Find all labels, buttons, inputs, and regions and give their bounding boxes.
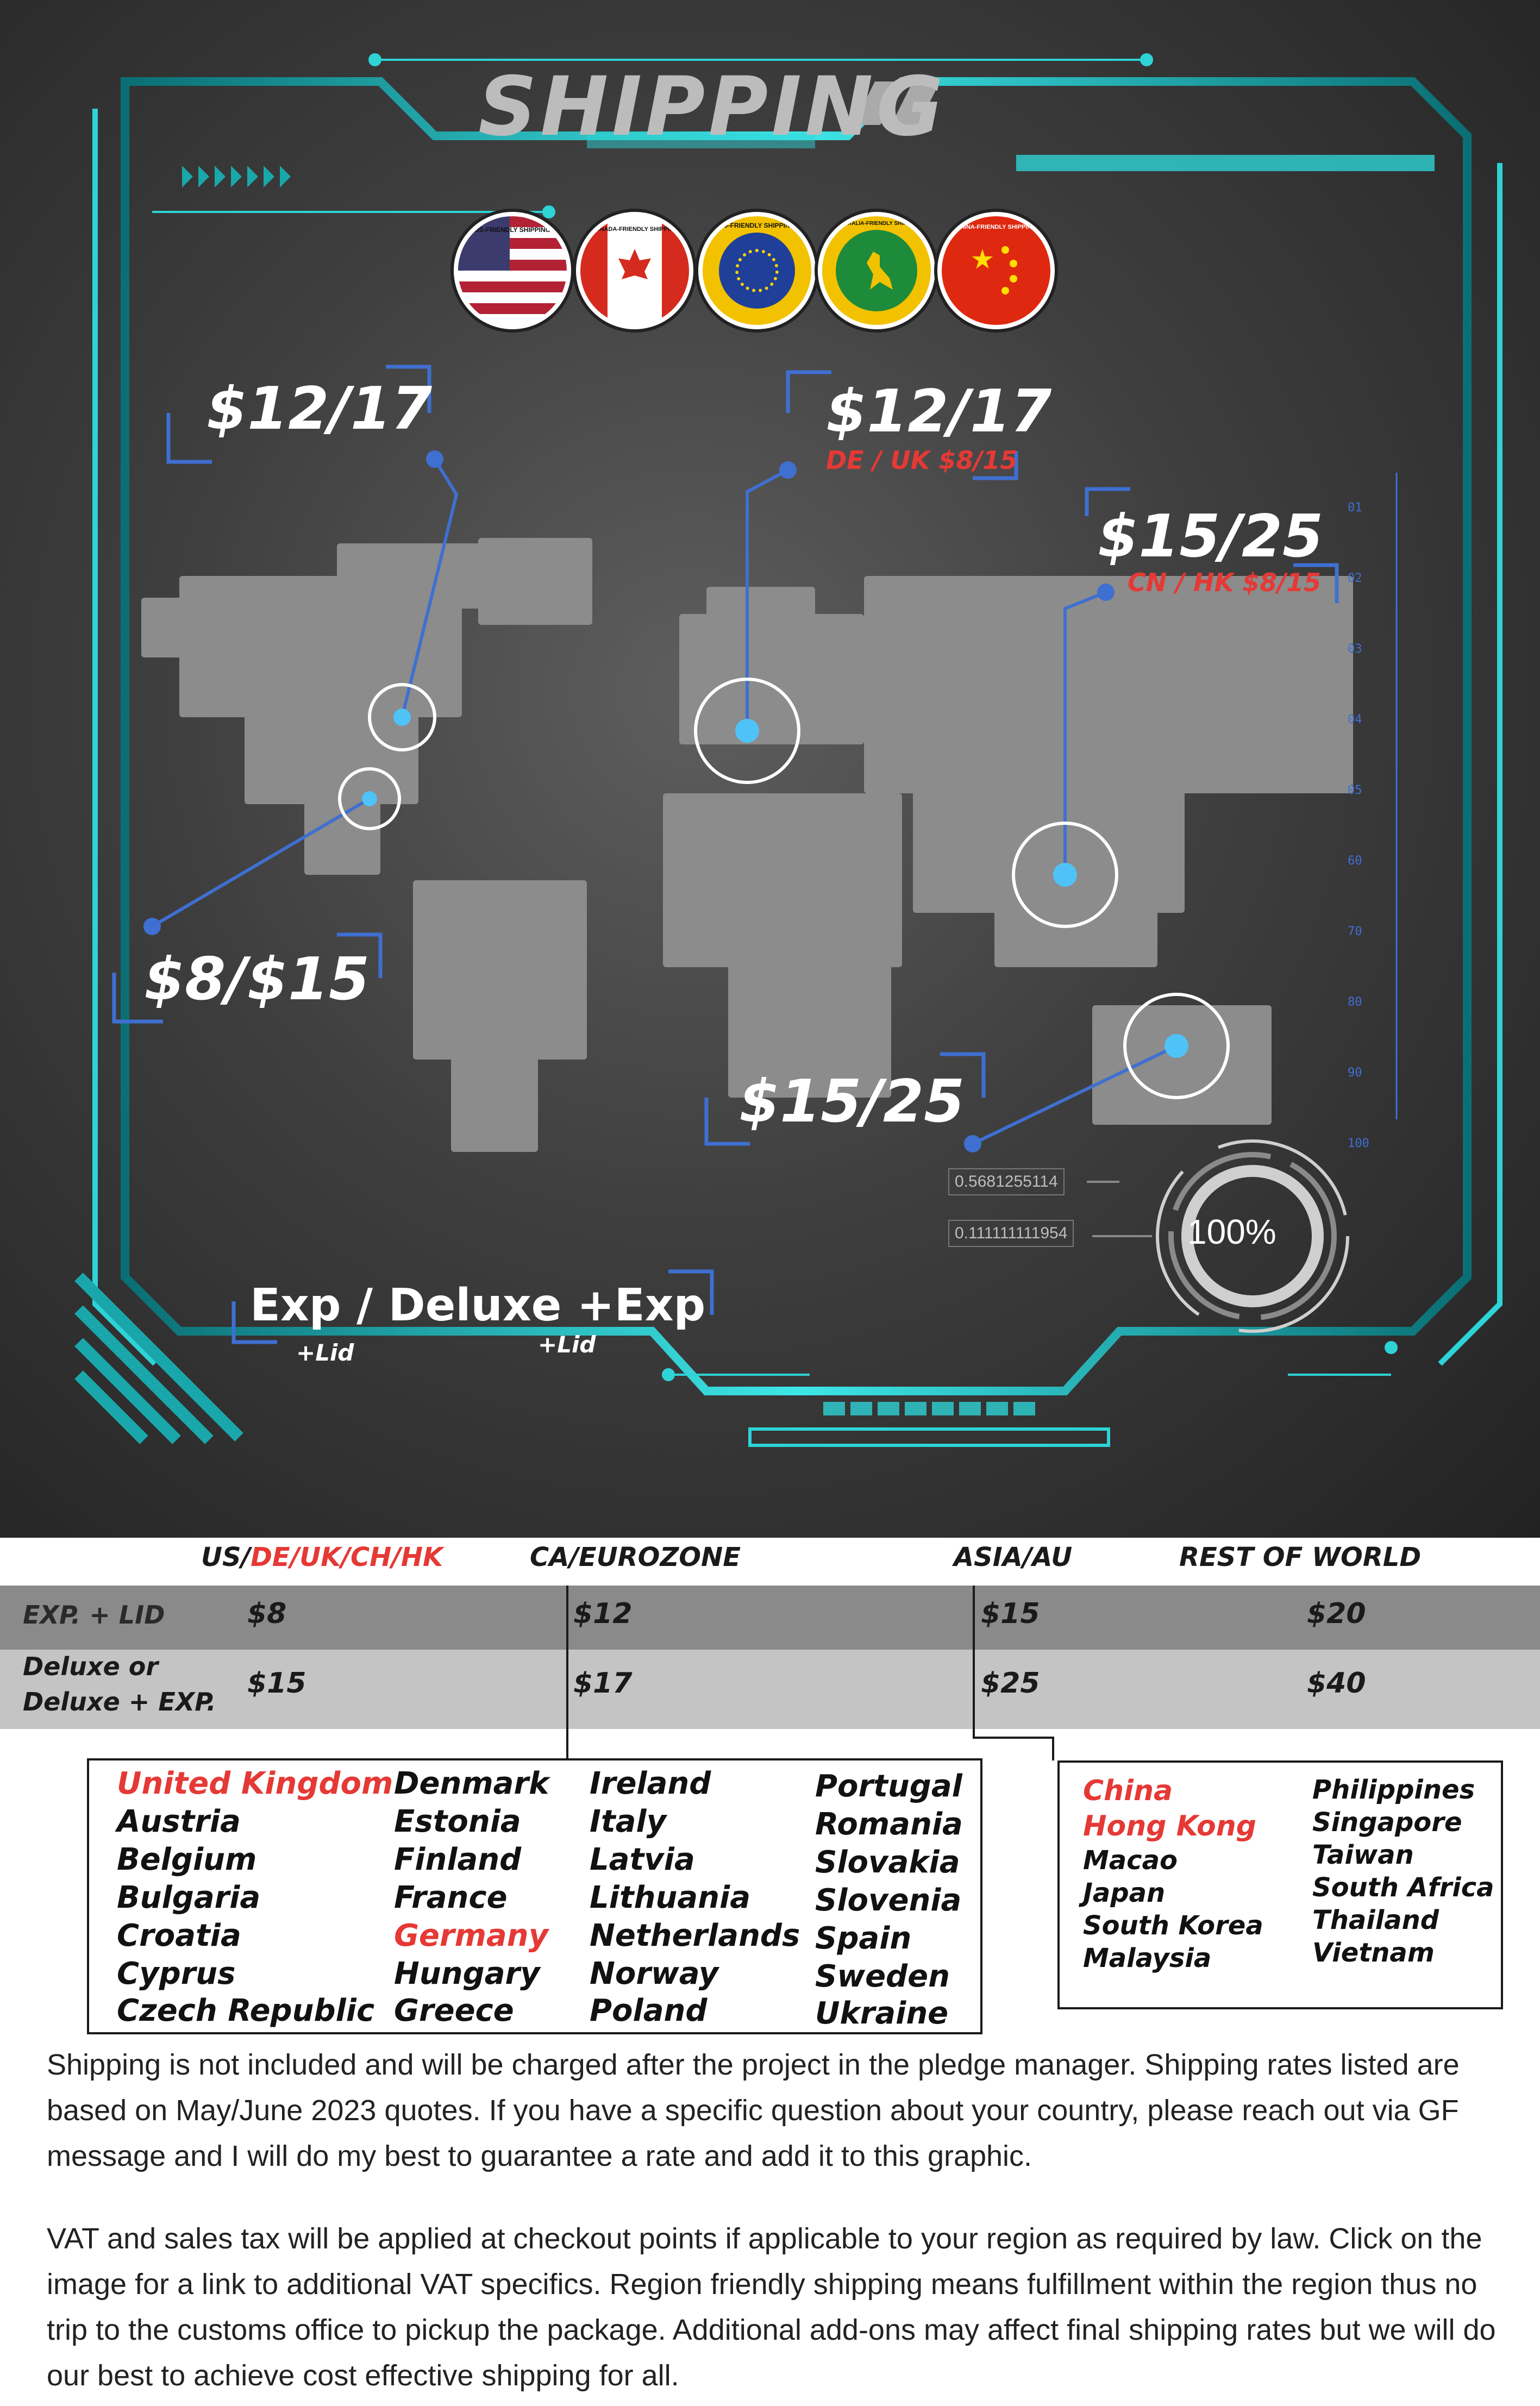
country-item: Italy — [590, 1804, 667, 1839]
header-us-prefix: US/ — [201, 1542, 251, 1572]
lid-label-2: +Lid — [538, 1331, 596, 1358]
eu-flag-icon — [698, 212, 816, 329]
us-flag-icon — [454, 212, 571, 329]
country-item: Lithuania — [590, 1880, 751, 1915]
country-item: Ukraine — [815, 1996, 949, 2031]
row2-label-1: Deluxe or — [23, 1652, 159, 1681]
country-item: Netherlands — [590, 1918, 800, 1953]
country-item: Malaysia — [1083, 1943, 1212, 1973]
country-item: Hong Kong — [1083, 1810, 1257, 1843]
country-item: Estonia — [394, 1804, 521, 1839]
vat-note: VAT and sales tax will be applied at checkout points if applicable to your region as required by law. Click on the image for a link to additional VAT specifics. Region friendly shipping means fulfillment within the region thus no trip to the customs office to pickup the package. Additional add-ons may affect final shipping rates but we will do our best to achieve cost effective shipping for all. — [47, 2222, 1496, 2392]
country-item: Thailand — [1312, 1905, 1439, 1935]
scale-tick: 90 — [1348, 1066, 1362, 1080]
row1-rest: $20 — [1307, 1597, 1366, 1630]
flag-label: US-FRIENDLY SHIPPING — [474, 226, 551, 234]
price-north-america: $12/17 — [206, 375, 433, 443]
row1-label: EXP. + LID — [23, 1600, 165, 1630]
row1-us: $8 — [247, 1597, 287, 1630]
price-asia: $15/25 — [1098, 503, 1324, 571]
page-title: SHIPPING — [478, 60, 947, 154]
country-item: Poland — [590, 1993, 708, 2028]
country-item: Romania — [815, 1807, 963, 1842]
country-item: Singapore — [1312, 1807, 1462, 1838]
row2-asia: $25 — [981, 1667, 1040, 1700]
lid-label-1: +Lid — [296, 1339, 354, 1366]
header-ca: CA/EUROZONE — [530, 1542, 741, 1572]
header-rest: REST OF WORLD — [1179, 1542, 1422, 1572]
divider — [1052, 1737, 1054, 1760]
country-item: Vietnam — [1312, 1938, 1435, 1968]
divider — [973, 1586, 975, 1739]
kangaroo-icon — [818, 212, 935, 329]
row2-rest: $40 — [1307, 1667, 1366, 1700]
country-item: Sweden — [815, 1959, 950, 1994]
country-item: Ireland — [590, 1766, 711, 1801]
country-item: Spain — [815, 1921, 912, 1956]
scale-tick: 02 — [1348, 572, 1362, 585]
row2-label-2: Deluxe + EXP. — [23, 1687, 216, 1716]
flag-label: EU-FRIENDLY SHIPPING — [718, 222, 796, 229]
country-item: Latvia — [590, 1842, 695, 1877]
country-item: Japan — [1083, 1878, 1166, 1908]
country-item: Croatia — [117, 1918, 241, 1953]
country-item: China — [1083, 1775, 1173, 1807]
country-item: France — [394, 1880, 508, 1915]
header-asia: ASIA/AU — [954, 1542, 1073, 1572]
divider — [566, 1586, 568, 1760]
divider — [973, 1737, 1054, 1739]
price-australia: $15/25 — [739, 1068, 965, 1136]
country-item: Philippines — [1312, 1775, 1475, 1805]
scale-tick: 05 — [1348, 784, 1362, 797]
header-us-red: DE/UK/CH/HK — [251, 1542, 443, 1572]
country-item: Austria — [117, 1804, 241, 1839]
price-europe-sub: DE / UK $8/15 — [826, 446, 1018, 475]
country-item: South Africa — [1312, 1872, 1494, 1903]
scale-ticks — [1348, 473, 1369, 1179]
flag-label: AUSTRALIA-FRIENDLY SHIPPING — [832, 221, 921, 227]
country-item: Greece — [394, 1993, 514, 2028]
row1-ca: $12 — [573, 1597, 633, 1630]
country-item: Cyprus — [117, 1956, 236, 1991]
scale-tick: 60 — [1348, 854, 1362, 868]
scale-tick: 03 — [1348, 642, 1362, 656]
legend-text: Exp / Deluxe +Exp — [250, 1280, 706, 1331]
canada-flag-icon — [576, 212, 693, 329]
country-item: Slovakia — [815, 1845, 960, 1880]
country-item: South Korea — [1083, 1910, 1263, 1941]
country-item: Slovenia — [815, 1883, 962, 1918]
flag-label: CANADA-FRIENDLY SHIPPING — [591, 226, 679, 233]
price-latin-america: $8/$15 — [144, 945, 370, 1013]
country-item: United Kingdom — [117, 1766, 393, 1801]
row2-ca: $17 — [573, 1667, 633, 1700]
shipping-note: Shipping is not included and will be charged after the project in the pledge manager. Shipping rates listed are based on May/June 2023 quotes. If you have a specific question about your country, please reach out via GF message and I will do my best to guarantee a rate and add it to this graphic. — [47, 2048, 1460, 2172]
china-flag-icon — [937, 212, 1055, 329]
readout-1: 0.5681255114 — [948, 1168, 1065, 1195]
price-europe: $12/17 — [826, 378, 1052, 446]
country-item: Norway — [590, 1956, 719, 1991]
scale-tick: 80 — [1348, 995, 1362, 1009]
gauge-percent: 100% — [1187, 1212, 1276, 1251]
flag-label: CHINA-FRIENDLY SHIPPING — [956, 224, 1036, 230]
country-item: Germany — [394, 1918, 549, 1953]
country-item: Denmark — [394, 1766, 549, 1801]
arrow-chevrons — [182, 166, 291, 187]
readout-2: 0.111111111954 — [948, 1220, 1074, 1247]
country-item: Czech Republic — [117, 1993, 375, 2028]
country-item: Taiwan — [1312, 1840, 1414, 1870]
country-item: Finland — [394, 1842, 522, 1877]
scale-tick: 70 — [1348, 925, 1362, 938]
scale-tick: 04 — [1348, 713, 1362, 726]
country-item: Macao — [1083, 1845, 1178, 1876]
country-item: Portugal — [815, 1769, 962, 1804]
country-item: Belgium — [117, 1842, 257, 1877]
scale-tick: 100 — [1348, 1137, 1369, 1150]
row1-asia: $15 — [981, 1597, 1040, 1630]
country-item: Hungary — [394, 1956, 540, 1991]
price-asia-sub: CN / HK $8/15 — [1128, 568, 1322, 597]
row2-us: $15 — [247, 1667, 306, 1700]
header-us — [201, 1542, 443, 1572]
scale-tick: 01 — [1348, 501, 1362, 515]
country-item: Bulgaria — [117, 1880, 261, 1915]
